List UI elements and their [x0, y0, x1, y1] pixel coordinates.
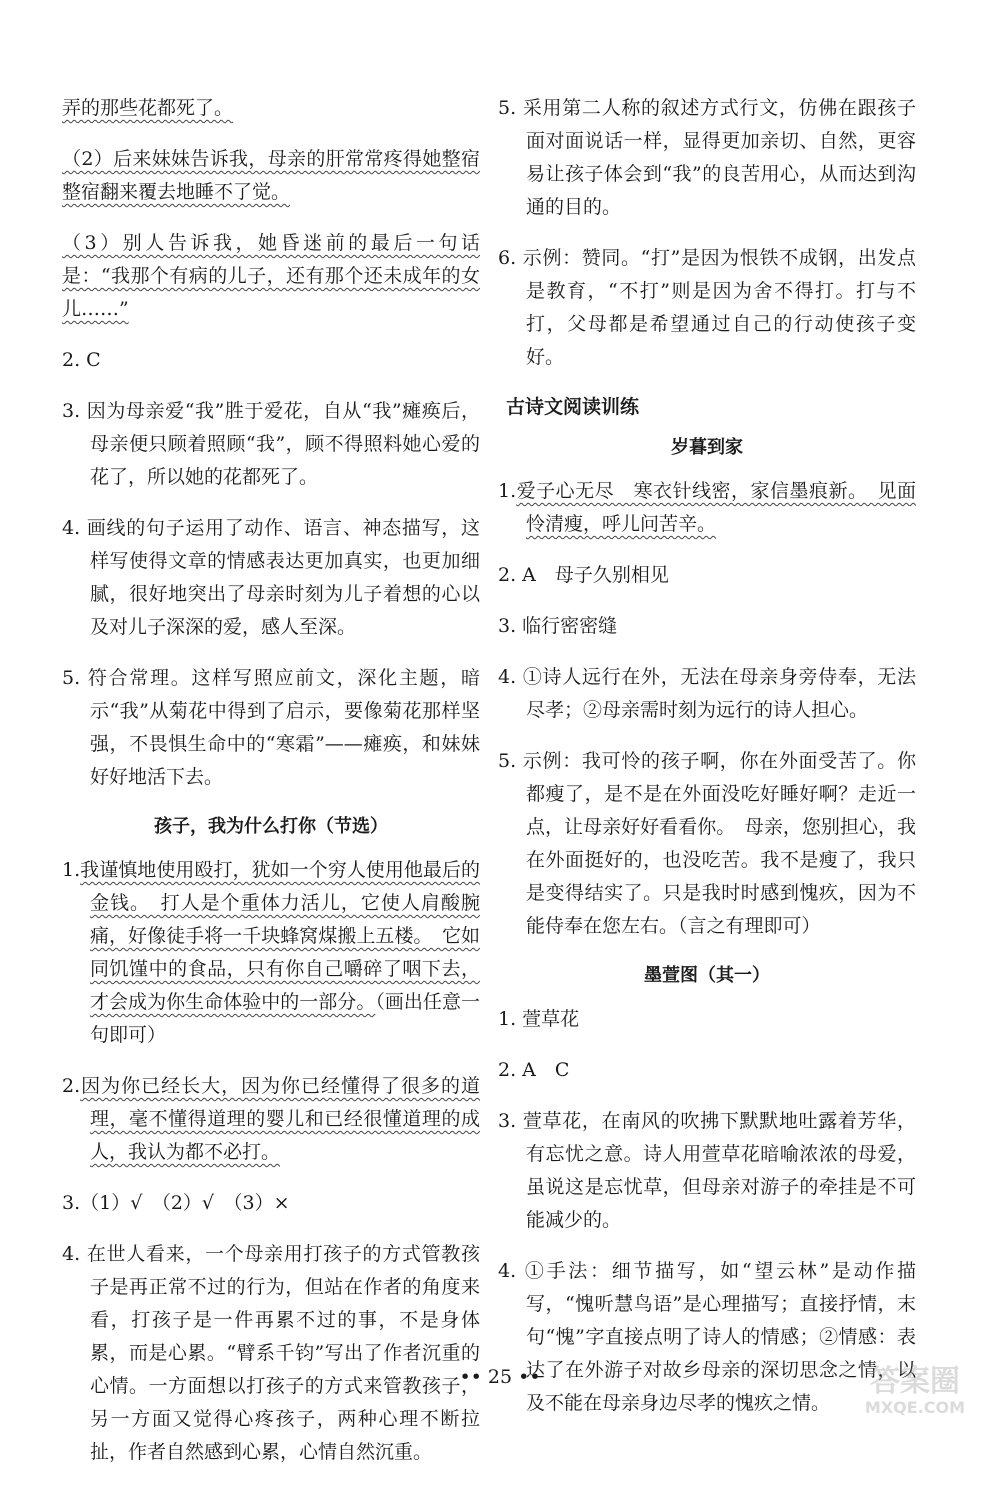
poem1-answer-1: 1.爱子心无尽 寒衣针线密，家信墨痕新。 见面怜清瘦，呼儿问苦辛。	[498, 480, 916, 535]
section-heading-classical-poetry: 古诗文阅读训练	[506, 396, 640, 418]
page-number: •• 25 ••	[459, 1366, 541, 1388]
passage2-answer-1: 1.我谨慎地使用殴打，犹如一个穷人使用他最后的金钱。 打人是个重体力活儿，它使人肩酸腕痛，好像徒手将一千块蜂窝煤搬上五楼。 它如同饥馑中的食品，只有你自己嚼碎了咽下去，才会成为你生命体验中的一部分。（画出任意一句即可）	[62, 859, 480, 1046]
watermark-line2: MXQE.COM	[864, 1398, 966, 1417]
poem-title-year-end: 岁暮到家	[671, 437, 743, 458]
answer-cont-1: 弄的那些花都死了。	[62, 97, 234, 119]
passage2-answer-4: 4. 在世人看来，一个母亲用打孩子的方式管教孩子是再正常不过的行为，但站在作者的角度来看，打孩子是一件再累不过的事，不是身体累，而是心累。“臂系千钧”写出了作者沉重的心情。一方面想以打孩子的方式来管教孩子，另一方面又觉得心疼孩子，两种心理不断拉扯，作者自然感到心累，心情自然沉重。	[62, 1243, 480, 1463]
passage2-answer-5: 5. 采用第二人称的叙述方式行文，仿佛在跟孩子面对面说话一样，显得更加亲切、自然，更容易让孩子体会到“我”的良苦用心，从而达到沟通的目的。	[498, 97, 916, 218]
poem-title-moxuan: 墨萱图（其一）	[644, 965, 770, 986]
poem1-answer-5: 5. 示例：我可怜的孩子啊，你在外面受苦了。你都瘦了，是不是在外面没吃好睡好啊？走近一点，让母亲好好看看你。 母亲，您别担心，我在外面挺好的，也没吃苦。我不是瘦了，我只是变得结实了。只是我时时感到愧疚，因为不能侍奉在您左右。（言之有理即可）	[498, 750, 916, 937]
poem2-answer-3: 3. 萱草花，在南风的吹拂下默默地吐露着芳华，有忘忧之意。诗人用萱草花暗喻浓浓的母爱，虽说这是忘忧草，但母亲对游子的牵挂是不可能减少的。	[498, 1110, 916, 1231]
watermark-logo	[840, 1357, 990, 1419]
passage2-answer-3: 3.（1）√ （2）√ （3）×	[62, 1192, 290, 1214]
poem2-answer-2: 2. A C	[498, 1059, 570, 1081]
answer-4: 4. 画线的句子运用了动作、语言、神态描写，这样写使得文章的情感表达更加真实，也更加细腻，很好地突出了母亲时刻为儿子着想的心以及对儿子深深的爱，感人至深。	[62, 517, 480, 638]
poem1-answer-4: 4. ①诗人远行在外，无法在母亲身旁侍奉，无法尽孝；②母亲需时刻为远行的诗人担心。	[498, 666, 916, 721]
answer-cont-3: （3）别人告诉我，她昏迷前的最后一句话是：“我那个有病的儿子，还有那个还未成年的女儿……”	[62, 232, 480, 320]
watermark-line1: 答案圈	[870, 1364, 960, 1399]
left-column	[62, 92, 480, 1487]
right-column	[498, 92, 916, 1438]
passage2-answer-2: 2.因为你已经长大，因为你已经懂得了很多的道理，毫不懂得道理的婴儿和已经很懂道理的成人，我认为都不必打。	[62, 1075, 480, 1163]
poem1-answer-2: 2. A 母子久别相见	[498, 564, 669, 586]
poem2-answer-1: 1. 萱草花	[498, 1008, 580, 1030]
answer-3: 3. 因为母亲爱“我”胜于爱花，自从“我”瘫痪后，母亲便只顾着照顾“我”，顾不得照料她心爱的花了，所以她的花都死了。	[62, 400, 480, 488]
answer-cont-2: （2）后来妹妹告诉我，母亲的肝常常疼得她整宿整宿翻来覆去地睡不了觉。	[62, 148, 480, 203]
answer-5: 5. 符合常理。这样写照应前文，深化主题，暗示“我”从菊花中得到了启示，要像菊花那样坚强，不畏惧生命中的“寒霜”——瘫痪，和妹妹好好地活下去。	[62, 667, 480, 788]
poem1-answer-3: 3. 临行密密缝	[498, 615, 618, 637]
passage-title-hit-child: 孩子，我为什么打你（节选）	[154, 816, 388, 837]
passage2-answer-6: 6. 示例：赞同。“打”是因为恨铁不成钢，出发点是教育，“不打”则是因为舍不得打。打与不打，父母都是希望通过自己的行动使孩子变好。	[498, 247, 916, 368]
poem2-answer-4: 4. ①手法：细节描写，如“望云林”是动作描写，“愧听慧鸟语”是心理描写；直接抒情，末句“愧”字直接点明了诗人的情感；②情感：表达了在外游子对故乡母亲的深切思念之情，以及不能在母亲身边尽孝的愧疚之情。	[498, 1260, 916, 1414]
answer-2: 2. C	[62, 349, 101, 371]
